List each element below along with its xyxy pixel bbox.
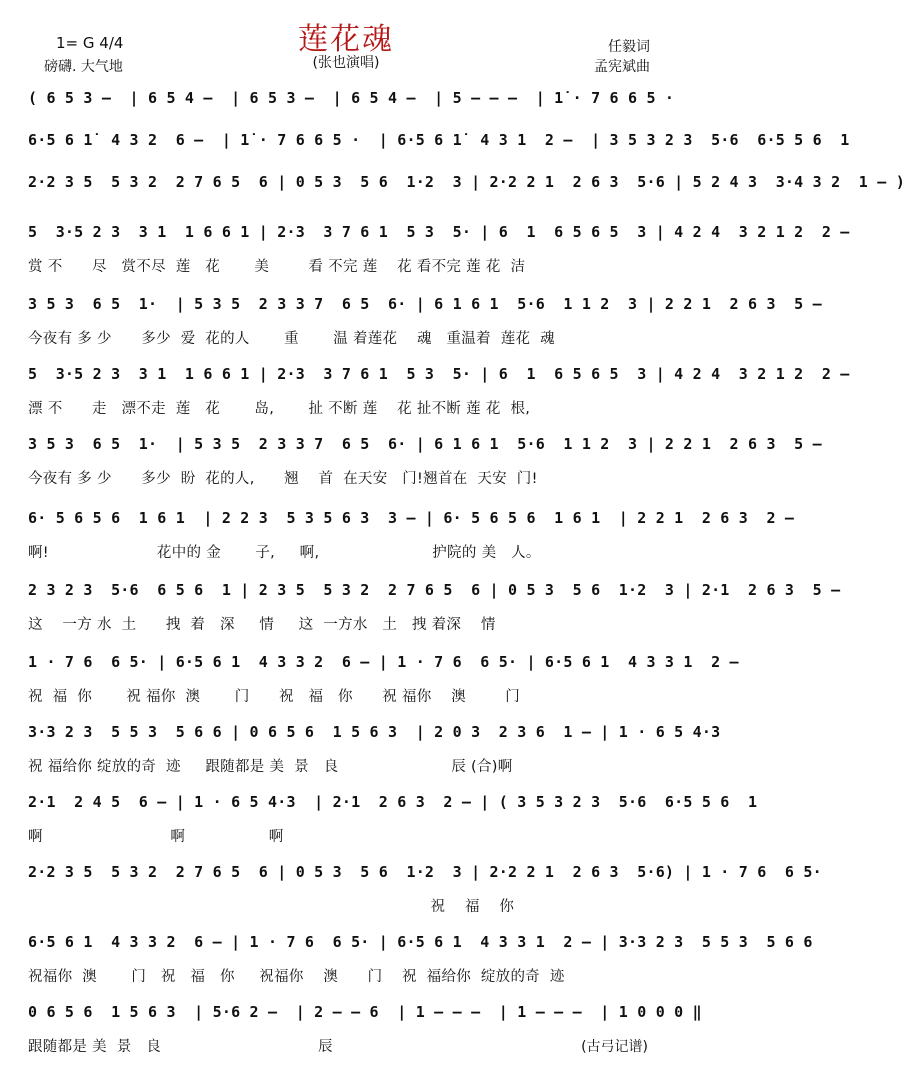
- notation-line: 1 · 7 6 6 5· | 6·5 6 1 4 3 3 2 6 – | 1 · 7 6 6 5· | 6·5 6 1 4 3 3 1 2 –: [28, 653, 739, 671]
- score-row: [28, 172, 905, 207]
- notation-line: 5 3·5 2 3 3 1 1 6 6 1 | 2·3 3 7 6 1 5 3 5· | 6 1 6 5 6 5 3 | 4 2 4 3 2 1 2 2 –: [28, 223, 850, 241]
- notation-line: 3·3 2 3 5 5 3 5 6 6 | 0 6 5 6 1 5 6 3 | 2 0 3 2 3 6 1 – | 1 · 6 5 4·3: [28, 723, 721, 741]
- composer-credit: 孟宪斌曲: [594, 59, 650, 75]
- lyrics-line: 啊 啊 啊: [28, 829, 284, 845]
- lyrics-line: 这 一方 水 土 拽 着 深 情 这 一方水 土 拽 着深 情: [28, 617, 496, 633]
- score-row: [28, 222, 850, 277]
- score-row: [28, 792, 758, 847]
- notation-line: 2·2 3 5 5 3 2 2 7 6 5 6 | 0 5 3 5 6 1·2 3 | 2·2 2 1 2 6 3 5·6 | 5 2 4 3 3·4 3 2 1 – ): [28, 173, 905, 191]
- notation-line: 2 3 2 3 5·6 6 5 6 1 | 2 3 5 5 3 2 2 7 6 5 6 | 0 5 3 5 6 1·2 3 | 2·1 2 6 3 5 –: [28, 581, 841, 599]
- notation-line: 6·5 6 1 4 3 3 2 6 – | 1 · 7 6 6 5· | 6·5 6 1 4 3 3 1 2 – | 3·3 2 3 5 5 3 5 6 6: [28, 933, 813, 951]
- score-row: [28, 1002, 702, 1057]
- score-row: [28, 722, 721, 777]
- notation-line: 6· 5 6 5 6 1 6 1 | 2 2 3 5 3 5 6 3 3 – | 6· 5 6 5 6 1 6 1 | 2 2 1 2 6 3 2 –: [28, 509, 795, 527]
- key-signature: 1= G 4/4: [56, 34, 124, 52]
- notation-line: 2·1 2 4 5 6 – | 1 · 6 5 4·3 | 2·1 2 6 3 2 – | ( 3 5 3 2 3 5·6 6·5 5 6 1: [28, 793, 758, 811]
- lyrics-line: 祝 福 你: [28, 899, 515, 915]
- lyrics-line: 今夜有 多 少 多少 爱 花的人 重 温 着莲花 魂 重温着 莲花 魂: [28, 331, 555, 347]
- performer-subtitle: (张也演唱): [312, 55, 380, 71]
- score-row: [28, 88, 675, 123]
- transcriber-credit: (古弓记谱): [581, 1039, 648, 1055]
- lyrics-line: 啊! 花中的 金 子, 啊, 护院的 美 人。: [28, 545, 541, 561]
- notation-line: 2·2 3 5 5 3 2 2 7 6 5 6 | 0 5 3 5 6 1·2 3 | 2·2 2 1 2 6 3 5·6) | 1 · 7 6 6 5·: [28, 863, 822, 881]
- lyrics-line: 祝福你 澳 门 祝 福 你 祝福你 澳 门 祝 福给你 绽放的奇 迹: [28, 969, 565, 985]
- score-row: [28, 652, 739, 707]
- lyricist-credit: 任毅词: [608, 39, 650, 55]
- notation-line: 5 3·5 2 3 3 1 1 6 6 1 | 2·3 3 7 6 1 5 3 5· | 6 1 6 5 6 5 3 | 4 2 4 3 2 1 2 2 –: [28, 365, 850, 383]
- score-row: [28, 508, 795, 563]
- lyrics-line: 跟随都是 美 景 良 辰: [28, 1039, 333, 1055]
- lyrics-line: 今夜有 多 少 多少 盼 花的人, 翘 首 在天安 门!翘首在 天安 门!: [28, 471, 538, 487]
- notation-line: 6·5 6 1̇ 4 3 2 6 – | 1̇ · 7 6 6 5 · | 6·5 6 1̇ 4 3 1 2 – | 3 5 3 2 3 5·6 6·5 5 6 1: [28, 131, 850, 149]
- lyrics-line: 祝 福给你 绽放的奇 迹 跟随都是 美 景 良 辰 (合)啊: [28, 759, 513, 775]
- score-row: [28, 294, 822, 349]
- lyrics-line: 漂 不 走 漂不走 莲 花 岛, 扯 不断 莲 花 扯不断 莲 花 根,: [28, 401, 531, 417]
- tempo-marking: 磅礴. 大气地: [44, 59, 123, 75]
- song-title: 莲花魂: [298, 22, 394, 57]
- notation-line: 0 6 5 6 1 5 6 3 | 5·6 2 – | 2 – – 6 | 1 – – – | 1 – – – | 1 0 0 0 ‖: [28, 1003, 702, 1021]
- score-row: [28, 862, 822, 917]
- notation-line: ( 6 5 3 – | 6 5 4 – | 6 5 3 – | 6 5 4 – | 5 – – – | 1̇ · 7 6 6 5 ·: [28, 89, 675, 107]
- notation-line: 3 5 3 6 5 1· | 5 3 5 2 3 3 7 6 5 6· | 6 1 6 1 5·6 1 1 2 3 | 2 2 1 2 6 3 5 –: [28, 435, 822, 453]
- lyrics-line: 赏 不 尽 赏不尽 莲 花 美 看 不完 莲 花 看不完 莲 花 洁: [28, 259, 526, 275]
- score-row: [28, 434, 822, 489]
- notation-line: 3 5 3 6 5 1· | 5 3 5 2 3 3 7 6 5 6· | 6 1 6 1 5·6 1 1 2 3 | 2 2 1 2 6 3 5 –: [28, 295, 822, 313]
- score-row: [28, 364, 850, 419]
- score-row: [28, 580, 841, 635]
- score-row: [28, 932, 813, 987]
- score-row: [28, 130, 850, 165]
- lyrics-line: 祝 福 你 祝 福你 澳 门 祝 福 你 祝 福你 澳 门: [28, 689, 521, 705]
